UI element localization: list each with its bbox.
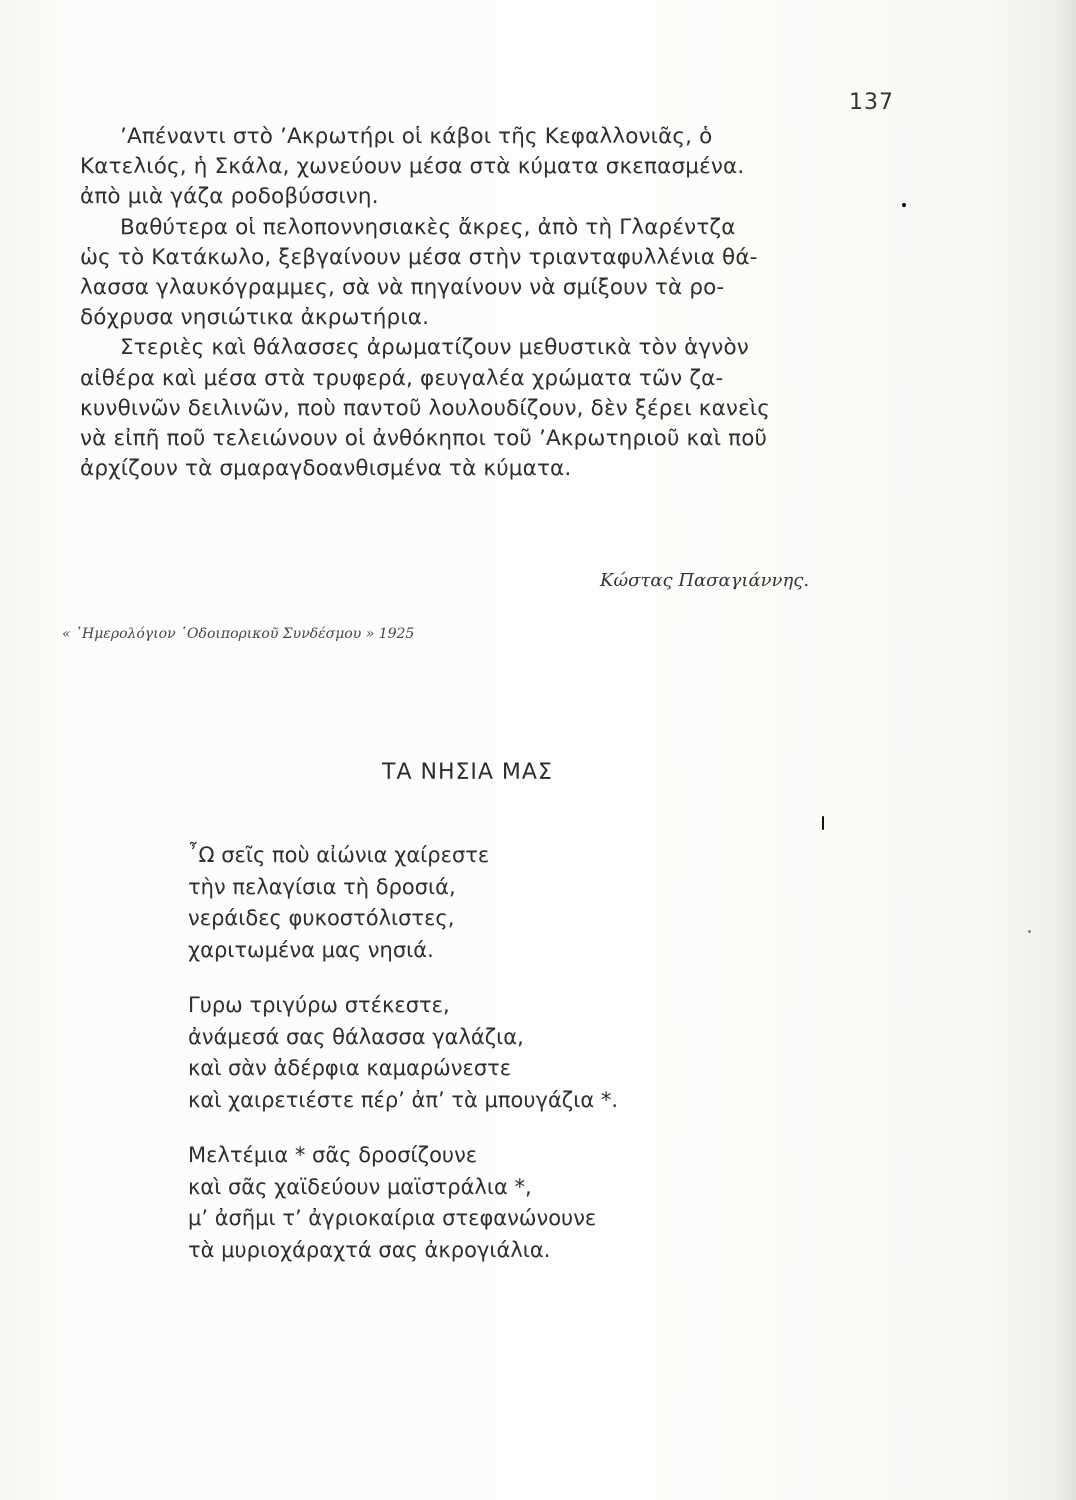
text-line: αἰθέρα καὶ μέσα στὰ τρυφερά, φευγαλέα χρώματα τῶν ζα- (80, 365, 724, 391)
poem-line: Μελτέμια * σᾶς δροσίζουνε (188, 1143, 478, 1167)
text-line: Κατελιός, ἡ Σκάλα, χωνεύουν μέσα στὰ κύματα σκεπασμένα. (80, 154, 745, 180)
text-line: ὡς τὸ Κατάκωλο, ξεβγαίνουν μέσα στὴν τριανταφυλλένια θά- (80, 244, 758, 270)
poem-line: νεράιδες φυκοστόλιστες, (188, 906, 455, 930)
source-citation: « ῾Ημερολόγιον ῾Οδοιπορικοῦ Συνδέσμου » 1925 (62, 626, 415, 642)
poem-line: χαριτωμένα μας νησιά. (188, 937, 434, 962)
poem-line: μ’ ἀσῆμι τ’ ἀγριοκαίρια στεφανώνουνε (188, 1206, 597, 1230)
ink-speck (1028, 930, 1031, 933)
page-number: 137 (849, 90, 894, 115)
poem-line: τὰ μυριοχάραχτά σας ἀκρογιάλια. (188, 1237, 551, 1262)
text-line: Στεριὲς καὶ θάλασσες ἀρωματίζουν μεθυστικὰ τὸν ἁγνὸν (120, 335, 749, 361)
poem-line: Γυρω τριγύρω στέκεστε, (188, 993, 450, 1017)
paragraph (80, 122, 910, 213)
poem-line: καὶ σὰν ἀδέρφια καμαρώνεστε (188, 1056, 512, 1080)
poem-line: καὶ χαιρετιέστε πέρ’ ἀπ’ τὰ μπουγάζια *. (188, 1087, 619, 1112)
poem-line: τὴν πελαγίσια τὴ δροσιά, (188, 874, 456, 899)
poem-line: καὶ σᾶς χαϊδεύουν μαϊστράλια *, (188, 1174, 532, 1199)
poem-line: ῏Ω σεῖς ποὺ αἰώνια χαίρεστε (188, 843, 490, 867)
paragraph (80, 333, 910, 484)
stanza (188, 840, 618, 966)
stanza (188, 1140, 618, 1266)
author-signature: Κώστας Πασαγιάννης. (600, 570, 810, 591)
text-line: κυνθινῶν δειλινῶν, ποὺ παντοῦ λουλουδίζουν, δὲν ξέρει κανεὶς (80, 395, 771, 421)
ink-speck (902, 203, 906, 207)
text-line: νὰ εἰπῆ ποῦ τελειώνουν οἱ ἀνθόκηποι τοῦ ’Ακρωτηριοῦ καὶ ποῦ (80, 426, 768, 452)
text-line: ἀπὸ μιὰ γάζα ροδοβύσσινη. (80, 184, 379, 210)
stanza (188, 990, 618, 1116)
poem-body (188, 840, 618, 1290)
text-line: ’Απέναντι στὸ ’Ακρωτήρι οἱ κάβοι τῆς Κεφαλλονιᾶς, ὁ (120, 124, 713, 149)
ink-speck (822, 816, 824, 830)
text-line: λασσα γλαυκόγραμμες, σὰ νὰ πηγαίνουν νὰ σμίξουν τὰ ρο- (80, 275, 725, 301)
binding-shadow (1058, 0, 1076, 1500)
paragraph (80, 213, 910, 334)
poem-line: ἀνάμεσά σας θάλασσα γαλάζια, (188, 1024, 524, 1049)
poem-title: ΤΑ ΝΗΣΙΑ ΜΑΣ (382, 760, 553, 785)
prose-section (80, 122, 910, 484)
text-line: Βαθύτερα οἱ πελοποννησιακὲς ἄκρες, ἀπὸ τὴ Γλαρέντζα (120, 214, 736, 240)
text-line: ἀρχίζουν τὰ σμαραγδοανθισμένα τὰ κύματα. (80, 456, 572, 482)
text-line: δόχρυσα νησιώτικα ἀκρωτήρια. (80, 305, 430, 331)
